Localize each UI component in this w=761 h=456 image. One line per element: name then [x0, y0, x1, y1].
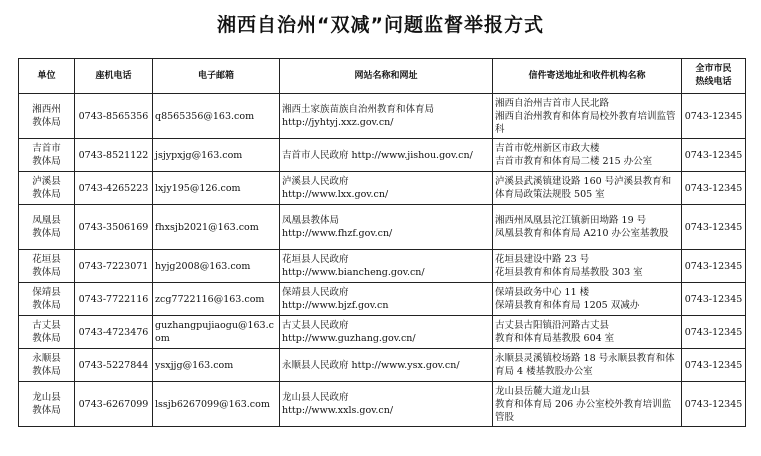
hotline-cell: 0743-12345	[682, 349, 746, 382]
unit-line: 龙山县	[32, 392, 61, 403]
site-cell	[280, 139, 493, 172]
unit-line: 湘西州	[32, 104, 61, 115]
site-cell	[280, 349, 493, 382]
email-text: jsjypxjg@163.com	[155, 149, 243, 161]
phone-cell: 0743-4265223	[75, 172, 153, 205]
unit-line: 教体局	[32, 117, 61, 128]
header-phone: 座机电话	[75, 59, 153, 94]
site-line: http://www.fhzf.gov.cn/	[282, 228, 393, 239]
unit-cell	[19, 205, 75, 250]
table-row	[19, 205, 746, 250]
hotline-cell: 0743-12345	[682, 205, 746, 250]
mail-line: 教育和体育局 206 办公室校外教育培训监管股	[495, 398, 672, 423]
hotline-cell: 0743-12345	[682, 94, 746, 139]
mail-cell	[493, 172, 682, 205]
email-cell	[153, 172, 280, 205]
mail-cell	[493, 382, 682, 427]
email-text: q8565356@163.com	[155, 110, 255, 122]
unit-line: 教体局	[32, 156, 61, 167]
phone-cell: 0743-3506169	[75, 205, 153, 250]
mail-line: 保靖县教育和体育局 1205 双减办	[495, 300, 640, 311]
table-row	[19, 94, 746, 139]
table-row	[19, 382, 746, 427]
mail-cell	[493, 349, 682, 382]
header-unit: 单位	[19, 59, 75, 94]
unit-line: 保靖县	[32, 287, 61, 298]
email-cell	[153, 250, 280, 283]
table-row	[19, 250, 746, 283]
email-cell	[153, 316, 280, 349]
unit-line: 教体局	[32, 228, 61, 239]
mail-line: 花垣县教育和体育局基教股 303 室	[495, 267, 643, 278]
email-cell	[153, 94, 280, 139]
header-hotline-line1: 全市市民	[695, 64, 732, 74]
mail-line: 古丈县古阳镇沿河路古丈县	[495, 320, 610, 331]
unit-line: 泸溪县	[32, 176, 61, 187]
mail-line: 吉首市乾州新区市政大楼	[495, 143, 600, 154]
site-line: 湘西土家族苗族自治州教育和体育局	[282, 104, 435, 115]
unit-line: 吉首市	[32, 143, 61, 154]
phone-cell: 0743-4723476	[75, 316, 153, 349]
site-line: 吉首市人民政府 http://www.jishou.gov.cn/	[282, 149, 473, 161]
report-contact-table	[18, 58, 746, 427]
hotline-cell: 0743-12345	[682, 382, 746, 427]
hotline-cell: 0743-12345	[682, 283, 746, 316]
site-line: http://www.biancheng.gov.cn/	[282, 267, 425, 278]
mail-line: 湘西州凤凰县沱江镇新田坳路 19 号	[495, 215, 647, 226]
site-line: 龙山县人民政府	[282, 392, 349, 403]
phone-cell: 0743-6267099	[75, 382, 153, 427]
site-cell	[280, 172, 493, 205]
site-line: http://www.xxls.gov.cn/	[282, 405, 394, 416]
mail-line: 花垣县建设中路 23 号	[495, 254, 590, 265]
email-text: guzhangpujiaogu@163.com	[155, 320, 274, 344]
unit-cell	[19, 283, 75, 316]
unit-line: 花垣县	[32, 254, 61, 265]
mail-cell	[493, 283, 682, 316]
site-cell	[280, 382, 493, 427]
site-line: 凤凰县教体局	[282, 215, 340, 226]
unit-cell	[19, 250, 75, 283]
email-cell	[153, 382, 280, 427]
hotline-cell: 0743-12345	[682, 139, 746, 172]
unit-line: 教体局	[32, 405, 61, 416]
site-line: 花垣县人民政府	[282, 254, 349, 265]
email-cell	[153, 283, 280, 316]
unit-line: 永顺县	[32, 353, 61, 364]
site-line: 保靖县人民政府	[282, 287, 349, 298]
site-line: http://www.bjzf.gov.cn	[282, 300, 389, 311]
header-site: 网站名称和网址	[280, 59, 493, 94]
header-hotline-line2: 热线电话	[695, 77, 732, 87]
table-row	[19, 316, 746, 349]
mail-cell	[493, 139, 682, 172]
unit-line: 古丈县	[32, 320, 61, 331]
mail-cell	[493, 250, 682, 283]
table-row	[19, 283, 746, 316]
email-cell	[153, 349, 280, 382]
page-title: 湘西自治州“双减”问题监督举报方式	[217, 14, 544, 36]
email-text: lssjb6267099@163.com	[155, 398, 270, 410]
header-email: 电子邮箱	[153, 59, 280, 94]
unit-line: 教体局	[32, 300, 61, 311]
site-cell	[280, 316, 493, 349]
unit-cell	[19, 349, 75, 382]
hotline-cell: 0743-12345	[682, 172, 746, 205]
site-cell	[280, 94, 493, 139]
unit-cell	[19, 316, 75, 349]
email-text: hyjg2008@163.com	[155, 260, 251, 272]
hotline-cell: 0743-12345	[682, 316, 746, 349]
email-text: ysxjjg@163.com	[155, 359, 234, 371]
mail-line: 湘西自治州吉首市人民北路	[495, 97, 610, 109]
mail-line: 吉首市教育和体育局二楼 215 办公室	[495, 156, 653, 167]
site-line: http://jyhtyj.xxz.gov.cn/	[282, 117, 394, 128]
mail-line: 教育和体育局基教股 604 室	[495, 333, 615, 344]
mail-line: 湘西自治州教育和体育局校外教育培训监管科	[495, 110, 676, 135]
site-line: 永顺县人民政府 http://www.ysx.gov.cn/	[282, 359, 460, 371]
table-row	[19, 172, 746, 205]
site-line: http://www.guzhang.gov.cn/	[282, 333, 416, 344]
site-cell	[280, 283, 493, 316]
unit-line: 教体局	[32, 333, 61, 344]
site-cell	[280, 205, 493, 250]
table-row	[19, 139, 746, 172]
mail-cell	[493, 316, 682, 349]
unit-line: 教体局	[32, 267, 61, 278]
mail-line: 凤凰县教育和体育局 A210 办公室基教股	[495, 228, 669, 239]
header-mail: 信件寄送地址和收件机构名称	[493, 59, 682, 94]
phone-cell: 0743-7722116	[75, 283, 153, 316]
phone-cell: 0743-7223071	[75, 250, 153, 283]
site-line: http://www.lxx.gov.cn/	[282, 189, 389, 200]
site-line: 古丈县人民政府	[282, 320, 349, 331]
header-hotline	[682, 59, 746, 94]
phone-cell: 0743-5227844	[75, 349, 153, 382]
mail-line: 泸溪县武溪镇建设路 160 号泸溪县教育和体育局政策法规股 505 室	[495, 176, 672, 200]
email-text: lxjy195@126.com	[155, 182, 241, 194]
site-line: 泸溪县人民政府	[282, 176, 349, 187]
phone-cell: 0743-8565356	[75, 94, 153, 139]
email-cell	[153, 205, 280, 250]
table-row	[19, 349, 746, 382]
unit-line: 教体局	[32, 366, 61, 377]
site-cell	[280, 250, 493, 283]
unit-cell	[19, 139, 75, 172]
unit-cell	[19, 94, 75, 139]
email-cell	[153, 139, 280, 172]
mail-cell	[493, 94, 682, 139]
unit-line: 教体局	[32, 189, 61, 200]
hotline-cell: 0743-12345	[682, 250, 746, 283]
email-text: fhxsjb2021@163.com	[155, 221, 259, 233]
mail-line: 永顺县灵溪镇校场路 18 号永顺县教育和体育局 4 楼基教股办公室	[495, 353, 675, 377]
unit-line: 凤凰县	[32, 215, 61, 226]
mail-line: 保靖县政务中心 11 楼	[495, 287, 590, 298]
email-text: zcg7722116@163.com	[155, 293, 265, 305]
mail-line: 龙山县岳麓大道龙山县	[495, 385, 591, 397]
unit-cell	[19, 382, 75, 427]
header-row	[19, 59, 746, 94]
phone-cell: 0743-8521122	[75, 139, 153, 172]
mail-cell	[493, 205, 682, 250]
unit-cell	[19, 172, 75, 205]
